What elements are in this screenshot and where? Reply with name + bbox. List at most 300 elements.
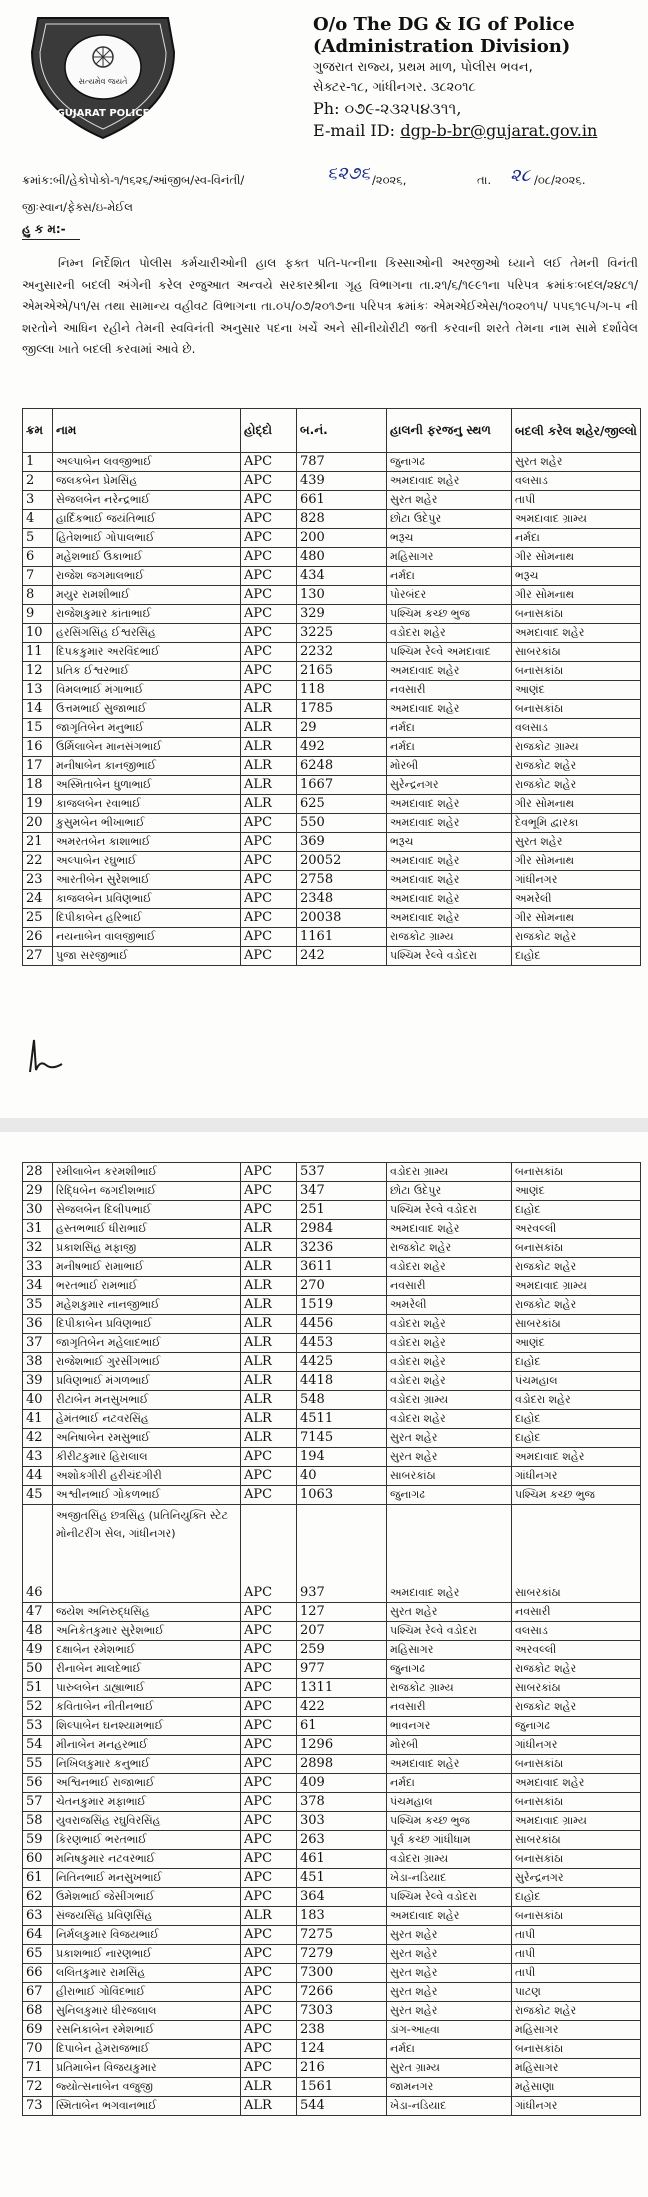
row-current-posting: નર્મદા [387,738,512,757]
row-name: સેજલબેન દિલીપભાઈ [53,1201,241,1220]
row-buckle-no: 548 [297,1391,387,1410]
table-body-page-1 [23,453,641,966]
table-row [23,1258,641,1277]
row-buckle-no: 4456 [297,1315,387,1334]
row-current-posting: અમદાવાદ શહેર [387,1220,512,1239]
row-buckle-no: 828 [297,510,387,529]
row-sr: 48 [23,1622,53,1641]
row-name: જાગૃતિબેન મહેલાદભાઈ [53,1334,241,1353]
row-current-posting: નર્મદા [387,719,512,738]
row-current-posting: અમદાવાદ શહેર [387,472,512,491]
row-buckle-no: 7266 [297,1983,387,2002]
row-buckle-no: 7303 [297,2002,387,2021]
row-name: નિખિલકુમાર કનુભાઈ [53,1755,241,1774]
row-current-posting: ડાંગ-આહ્વા [387,2021,512,2040]
dispatch-mode: જીઃસ્વાન/ફેક્સ/ઇ-મેઈલ [22,200,133,214]
row-sr: 62 [23,1888,53,1907]
row-transfer-to: તાપી [512,1964,641,1983]
table-row [23,681,641,700]
row-name: દિપકકુમાર અરવિંદભાઈ [53,643,241,662]
row-buckle-no: 1519 [297,1296,387,1315]
table-row [23,795,641,814]
row-current-posting: પશ્ચિમ રેલ્વે વડોદરા [387,1201,512,1220]
row-transfer-to: અરવલ્લી [512,1220,641,1239]
row-current-posting: પશ્ચિમ રેલ્વે વડોદરા [387,1622,512,1641]
row-transfer-to: બનાસકાંઠા [512,1239,641,1258]
row-transfer-to: ગીર સોમનાથ [512,852,641,871]
row-rank: APC [241,1622,297,1641]
row-transfer-to: ગીર સોમનાથ [512,795,641,814]
row-transfer-to: રાજકોટ ગ્રામ્ય [512,738,641,757]
row-transfer-to: દાહોદ [512,1353,641,1372]
row-current-posting: મહિસાગર [387,1641,512,1660]
row-current-posting: સુરત શહેર [387,2002,512,2021]
table-row [23,833,641,852]
row-current-posting: જુનાગઢ [387,453,512,472]
table-row [23,1869,641,1888]
emblem-caption: GUJARAT POLICE [56,108,150,119]
table-row [23,510,641,529]
row-current-posting: પશ્ચિમ કચ્છ ભુજ [387,605,512,624]
row-sr: 68 [23,2002,53,2021]
row-transfer-to: રાજકોટ શહેર [512,2002,641,2021]
email-link[interactable]: dgp-b-br@gujarat.gov.in [400,121,598,140]
row-buckle-no: 4425 [297,1353,387,1372]
row-sr: 17 [23,757,53,776]
table-row [23,1277,641,1296]
row-name: કીરીટકુમાર હિરાલાલ [53,1448,241,1467]
row-name: હિતેશભાઈ ગોપાલભાઈ [53,529,241,548]
row-transfer-to: ગીર સોમનાથ [512,586,641,605]
row-buckle-no: 263 [297,1831,387,1850]
row-buckle-no: 937 [297,1505,387,1603]
row-rank: APC [241,1698,297,1717]
row-sr: 51 [23,1679,53,1698]
row-transfer-to: વલસાડ [512,719,641,738]
row-sr: 40 [23,1391,53,1410]
row-current-posting: નર્મદા [387,567,512,586]
row-rank: APC [241,529,297,548]
table-row [23,1467,641,1486]
row-sr: 44 [23,1467,53,1486]
page-separator [0,1118,648,1132]
row-sr: 11 [23,643,53,662]
row-current-posting: અમદાવાદ શહેર [387,814,512,833]
row-name: વિમલભાઈ મંગાભાઈ [53,681,241,700]
row-transfer-to: પશ્ચિમ કચ્છ ભુજ [512,1486,641,1505]
row-buckle-no: 118 [297,681,387,700]
row-sr: 41 [23,1410,53,1429]
row-rank: APC [241,1201,297,1220]
table-row [23,1334,641,1353]
row-current-posting: સુરત શહેર [387,491,512,510]
row-current-posting: નવસારી [387,681,512,700]
row-buckle-no: 200 [297,529,387,548]
row-rank: APC [241,1755,297,1774]
row-transfer-to: સાબરકાંઠા [512,1831,641,1850]
table-row [23,586,641,605]
row-sr: 32 [23,1239,53,1258]
row-sr: 13 [23,681,53,700]
row-name: આરતીબેન સુરેશભાઈ [53,871,241,890]
table-row [23,1163,641,1182]
row-current-posting: મોરબી [387,757,512,776]
table-row [23,757,641,776]
row-name: રાજેશકુમાર કાંતાભાઈ [53,605,241,624]
row-rank: APC [241,605,297,624]
row-current-posting: પશ્ચિમ રેલ્વે વડોદરા [387,1888,512,1907]
row-name: કિરણભાઈ ભરતભાઈ [53,1831,241,1850]
row-rank: ALR [241,1907,297,1926]
table-row [23,871,641,890]
row-transfer-to: આણંદ [512,681,641,700]
table-row [23,1486,641,1505]
row-current-posting: મોરબી [387,1736,512,1755]
row-buckle-no: 661 [297,491,387,510]
row-rank: APC [241,890,297,909]
row-sr: 21 [23,833,53,852]
row-current-posting: અમદાવાદ શહેર [387,1505,512,1603]
row-transfer-to: વલસાડ [512,472,641,491]
row-transfer-to: સુરત શહેર [512,833,641,852]
table-row [23,1831,641,1850]
row-current-posting: સુરત ગ્રામ્ય [387,2059,512,2078]
row-current-posting: અમદાવાદ શહેર [387,662,512,681]
table-row [23,1660,641,1679]
row-sr: 50 [23,1660,53,1679]
row-rank: APC [241,833,297,852]
row-buckle-no: 544 [297,2097,387,2116]
row-name: દિપાબેન હેમરાજભાઈ [53,2040,241,2059]
row-transfer-to: બનાસકાંઠા [512,1793,641,1812]
row-rank: APC [241,510,297,529]
row-sr: 38 [23,1353,53,1372]
row-name: અજીતસિંહ છત્રસિંહ (પ્રતિનિયુક્તિ સ્ટેટ મોનીટરીંગ સેલ, ગાંધીનગર) [53,1505,241,1603]
row-buckle-no: 2984 [297,1220,387,1239]
table-row [23,909,641,928]
row-current-posting: છોટા ઉદેપુર [387,1182,512,1201]
col-header-transfer-to: બદલી કરેલ શહેર/જીલ્લો [512,409,641,453]
row-sr: 35 [23,1296,53,1315]
table-row [23,2097,641,2116]
row-transfer-to: બનાસકાંઠા [512,1907,641,1926]
order-heading-underline [22,239,80,240]
row-current-posting: અમદાવાદ શહેર [387,909,512,928]
row-current-posting: પૂર્વ કચ્છ ગાંધીધામ [387,1831,512,1850]
row-current-posting: સુરત શહેર [387,1926,512,1945]
row-rank: APC [241,1641,297,1660]
row-sr: 42 [23,1429,53,1448]
table-row [23,1603,641,1622]
row-transfer-to: મહિસાગર [512,2059,641,2078]
row-sr: 37 [23,1334,53,1353]
row-transfer-to: રાજકોટ શહેર [512,928,641,947]
row-sr: 18 [23,776,53,795]
row-current-posting: જામનગર [387,2078,512,2097]
order-body-text: નિમ્ન નિર્દેશિત પોલીસ કર્મચારીઓની હાલ ફક્ત પતિ-પત્નીના કિસ્સાઓની અરજીઓ ધ્યાને લઈ તેમની વિનંતી અનુસારની બદલી અંગેની કરેલ રજુઆત અન્વયે સરકારશ્રીના ગૃહ વિભાગના તા.૨૧/૬/૧૯૯૧ના પરિપત્ર ક્રમાંકઃબદલ/૨૪૮૧/એમએએ/૫૧/સ તથા સામાન્ય વહીવટ વિભાગના તા.૦૫/૦૭/૨૦૧૭ના પરિપત્ર ક્રમાંકઃ એમએઈએસ/૧૦૨૦૧૫/ ૫૫૬૧૯૫/ગ-૫ ની શરતોને આધિન રહીને તેમની સ્વવિનંતી અનુસાર પદના ખર્ચે અને સીનીયોરીટી જતી કરવાની શરતે તેમના નામ સામે દર્શાવેલ જીલ્લા ખાતે બદલી કરવામાં આવે છે. [22,256,638,356]
row-name: મનીષભાઈ રામાભાઈ [53,1258,241,1277]
row-current-posting: ભાવનગર [387,1717,512,1736]
row-name: ઉમેશભાઈ જેસીંગભાઈ [53,1888,241,1907]
row-current-posting: સુરત શહેર [387,1983,512,2002]
row-current-posting: અમદાવાદ શહેર [387,871,512,890]
row-name: પ્રકાશસિંહ મફાજી [53,1239,241,1258]
row-name: અનિષાબેન રમસુભાઈ [53,1429,241,1448]
table-row [23,567,641,586]
row-name: રાજેશભાઈ ગુરસીંગભાઈ [53,1353,241,1372]
row-name: હીરાભાઈ ગોવિંદભાઈ [53,1983,241,2002]
row-name: હરસિંગસિંહ ઈશ્વરસિંહ [53,624,241,643]
row-name: સંજયસિંહ પ્રવિણસિંહ [53,1907,241,1926]
row-transfer-to: બનાસકાંઠા [512,1163,641,1182]
row-current-posting: વડોદરા શહેર [387,1334,512,1353]
date-rest: /૦૮/૨૦૨૬. [534,173,586,187]
row-buckle-no: 977 [297,1660,387,1679]
row-current-posting: વડોદરા શહેર [387,1353,512,1372]
signature [22,1020,72,1080]
row-transfer-to: સાબરકાંઠા [512,643,641,662]
row-transfer-to: સાબરકાંઠા [512,1679,641,1698]
row-transfer-to: આણંદ [512,1334,641,1353]
row-name: સુનિલકુમાર ધીરજલાલ [53,2002,241,2021]
table-row [23,1641,641,1660]
table-row [23,1296,641,1315]
row-transfer-to: સુરેન્દ્રનગર [512,1869,641,1888]
row-sr: 58 [23,1812,53,1831]
row-rank: APC [241,1812,297,1831]
row-buckle-no: 492 [297,738,387,757]
row-sr: 31 [23,1220,53,1239]
row-sr: 54 [23,1736,53,1755]
row-name: અલ્પાબેન રઘુભાઈ [53,852,241,871]
row-transfer-to: અમદાવાદ ગ્રામ્ય [512,1277,641,1296]
row-name: રીનાબેન માલદેભાઈ [53,1660,241,1679]
row-buckle-no: 2232 [297,643,387,662]
row-sr: 69 [23,2021,53,2040]
row-buckle-no: 439 [297,472,387,491]
table-row [23,1755,641,1774]
row-name: અશોકગીરી હરીચંદગીરી [53,1467,241,1486]
row-transfer-to: દેવભૂમિ દ્વારકા [512,814,641,833]
row-name: મીનાબેન મનહરભાઈ [53,1736,241,1755]
row-buckle-no: 238 [297,2021,387,2040]
row-name: લલિતકુમાર રામસિંહ [53,1964,241,1983]
row-sr: 71 [23,2059,53,2078]
row-name: અનિકેતકુમાર સુરેશભાઈ [53,1622,241,1641]
table-row [23,1448,641,1467]
table-row [23,2021,641,2040]
reference-year: /૨૦૨૬, [372,173,407,187]
table-row [23,719,641,738]
row-rank: ALR [241,700,297,719]
table-row [23,700,641,719]
row-current-posting: અમરેલી [387,1296,512,1315]
row-rank: APC [241,947,297,966]
row-buckle-no: 2758 [297,871,387,890]
row-sr: 36 [23,1315,53,1334]
row-rank: ALR [241,2078,297,2097]
table-row [23,2078,641,2097]
row-rank: APC [241,871,297,890]
row-name: દિપીકાબેન હરિભાઈ [53,909,241,928]
row-buckle-no: 1161 [297,928,387,947]
row-rank: APC [241,1163,297,1182]
row-transfer-to: ગીર સોમનાથ [512,548,641,567]
row-buckle-no: 61 [297,1717,387,1736]
row-sr: 16 [23,738,53,757]
row-name: હાર્દિકભાઈ જયંતિભાઈ [53,510,241,529]
row-name: કાજલબેન રવાભાઈ [53,795,241,814]
row-current-posting: અમદાવાદ શહેર [387,1755,512,1774]
row-current-posting: પોરબંદર [387,586,512,605]
row-name: જ્યોત્સનાબેન વજુજી [53,2078,241,2097]
row-rank: APC [241,453,297,472]
row-rank: APC [241,2040,297,2059]
row-name: મનિષકુમાર નટવરભાઈ [53,1850,241,1869]
row-buckle-no: 207 [297,1622,387,1641]
row-sr: 20 [23,814,53,833]
row-transfer-to: નવસારી [512,1603,641,1622]
row-transfer-to: ગાંધીનગર [512,2097,641,2116]
row-name: મહેશકુમાર નાનજીભાઈ [53,1296,241,1315]
row-sr: 60 [23,1850,53,1869]
row-transfer-to: દાહોદ [512,1410,641,1429]
row-buckle-no: 1063 [297,1486,387,1505]
row-sr: 64 [23,1926,53,1945]
table-row [23,1391,641,1410]
row-buckle-no: 6248 [297,757,387,776]
row-rank: APC [241,1774,297,1793]
row-current-posting: વડોદરા શહેર [387,1315,512,1334]
gujarat-police-emblem [28,12,178,142]
row-rank: APC [241,1486,297,1505]
table-row [23,548,641,567]
address-line-1: ગુજરાત રાજ્ય, પ્રથમ માળ, પોલીસ ભવન, [313,60,533,75]
row-rank: APC [241,1945,297,1964]
row-sr: 3 [23,491,53,510]
address-line-2: સેક્ટર-૧૮, ગાંધીનગર. ૩૮૨૦૧૮ [313,80,476,95]
row-rank: APC [241,852,297,871]
table-row [23,1945,641,1964]
row-name: મહેશભાઈ ઉકાભાઈ [53,548,241,567]
table-row [23,776,641,795]
row-transfer-to: બનાસકાંઠા [512,1850,641,1869]
row-transfer-to: બનાસકાંઠા [512,700,641,719]
row-current-posting: સુરત શહેર [387,1964,512,1983]
row-rank: APC [241,567,297,586]
office-header [313,14,643,142]
row-sr: 23 [23,871,53,890]
row-name: પ્રતિમાબેન વિજયકુમાર [53,2059,241,2078]
row-buckle-no: 4453 [297,1334,387,1353]
row-rank: APC [241,548,297,567]
row-name: ચેતનકુમાર મફાભાઈ [53,1793,241,1812]
row-name: અમરતબેન કાશાભાઈ [53,833,241,852]
row-current-posting: વડોદરા શહેર [387,624,512,643]
row-current-posting: અમદાવાદ શહેર [387,700,512,719]
row-transfer-to: અમદાવાદ શહેર [512,1774,641,1793]
row-sr: 9 [23,605,53,624]
row-transfer-to: તાપી [512,491,641,510]
office-title: O/o The DG & IG of Police [313,14,575,35]
row-transfer-to: સાબરકાંઠા [512,1505,641,1603]
row-buckle-no: 242 [297,947,387,966]
row-current-posting: નવસારી [387,1698,512,1717]
row-current-posting: પંચમહાલ [387,1793,512,1812]
date-prefix: તા. [477,173,492,187]
row-name: પ્રવિણભાઈ મંગળભાઈ [53,1372,241,1391]
row-sr: 70 [23,2040,53,2059]
row-rank: ALR [241,1334,297,1353]
row-rank: APC [241,1603,297,1622]
row-transfer-to: વડોદરા શહેર [512,1391,641,1410]
row-sr: 7 [23,567,53,586]
row-name: પારુલબેન ડાહ્યાભાઈ [53,1679,241,1698]
row-rank: APC [241,2059,297,2078]
table-row [23,1717,641,1736]
row-current-posting: નર્મદા [387,2040,512,2059]
row-rank: APC [241,1467,297,1486]
row-sr: 52 [23,1698,53,1717]
row-transfer-to: અમદાવાદ શહેર [512,624,641,643]
table-row [23,1429,641,1448]
row-buckle-no: 1311 [297,1679,387,1698]
row-buckle-no: 2898 [297,1755,387,1774]
row-rank: APC [241,624,297,643]
row-buckle-no: 3611 [297,1258,387,1277]
row-name: હસ્તભભાઈ ધીરાભાઈ [53,1220,241,1239]
row-current-posting: રાજકોટ ગ્રામ્ય [387,928,512,947]
table-row [23,814,641,833]
row-rank: APC [241,1660,297,1679]
row-rank: ALR [241,757,297,776]
row-name: મનીષાબેન કાનજીભાઈ [53,757,241,776]
row-name: જાગૃતિબેન મનુભાઈ [53,719,241,738]
row-sr: 26 [23,928,53,947]
row-current-posting: ભરૂચ [387,833,512,852]
row-buckle-no: 329 [297,605,387,624]
row-rank: ALR [241,1410,297,1429]
row-name: સેજલબેન નરેન્દ્રભાઈ [53,491,241,510]
row-transfer-to: દાહોદ [512,947,641,966]
row-transfer-to: દાહોદ [512,1201,641,1220]
table-row [23,1410,641,1429]
row-buckle-no: 40 [297,1467,387,1486]
row-rank: APC [241,1850,297,1869]
row-current-posting: વડોદરા ગ્રામ્ય [387,1163,512,1182]
row-transfer-to: ગાંધીનગર [512,1736,641,1755]
row-buckle-no: 461 [297,1850,387,1869]
table-row [23,1926,641,1945]
table-row [23,1812,641,1831]
row-transfer-to: પંચમહાલ [512,1372,641,1391]
order-heading: હુ ક મ:- [22,222,66,236]
row-buckle-no: 7300 [297,1964,387,1983]
table-row [23,2002,641,2021]
row-buckle-no: 378 [297,1793,387,1812]
row-current-posting: સાબરકાંઠા [387,1467,512,1486]
row-buckle-no: 216 [297,2059,387,2078]
row-name: કાજલબેન પ્રવિણભાઈ [53,890,241,909]
row-rank: ALR [241,795,297,814]
table-row [23,1505,641,1603]
table-row [23,1907,641,1926]
row-transfer-to: તાપી [512,1926,641,1945]
row-transfer-to: પાટણ [512,1983,641,2002]
row-name: રમીલાબેન કરમશીભાઈ [53,1163,241,1182]
row-sr: 47 [23,1603,53,1622]
row-transfer-to: બનાસકાંઠા [512,662,641,681]
